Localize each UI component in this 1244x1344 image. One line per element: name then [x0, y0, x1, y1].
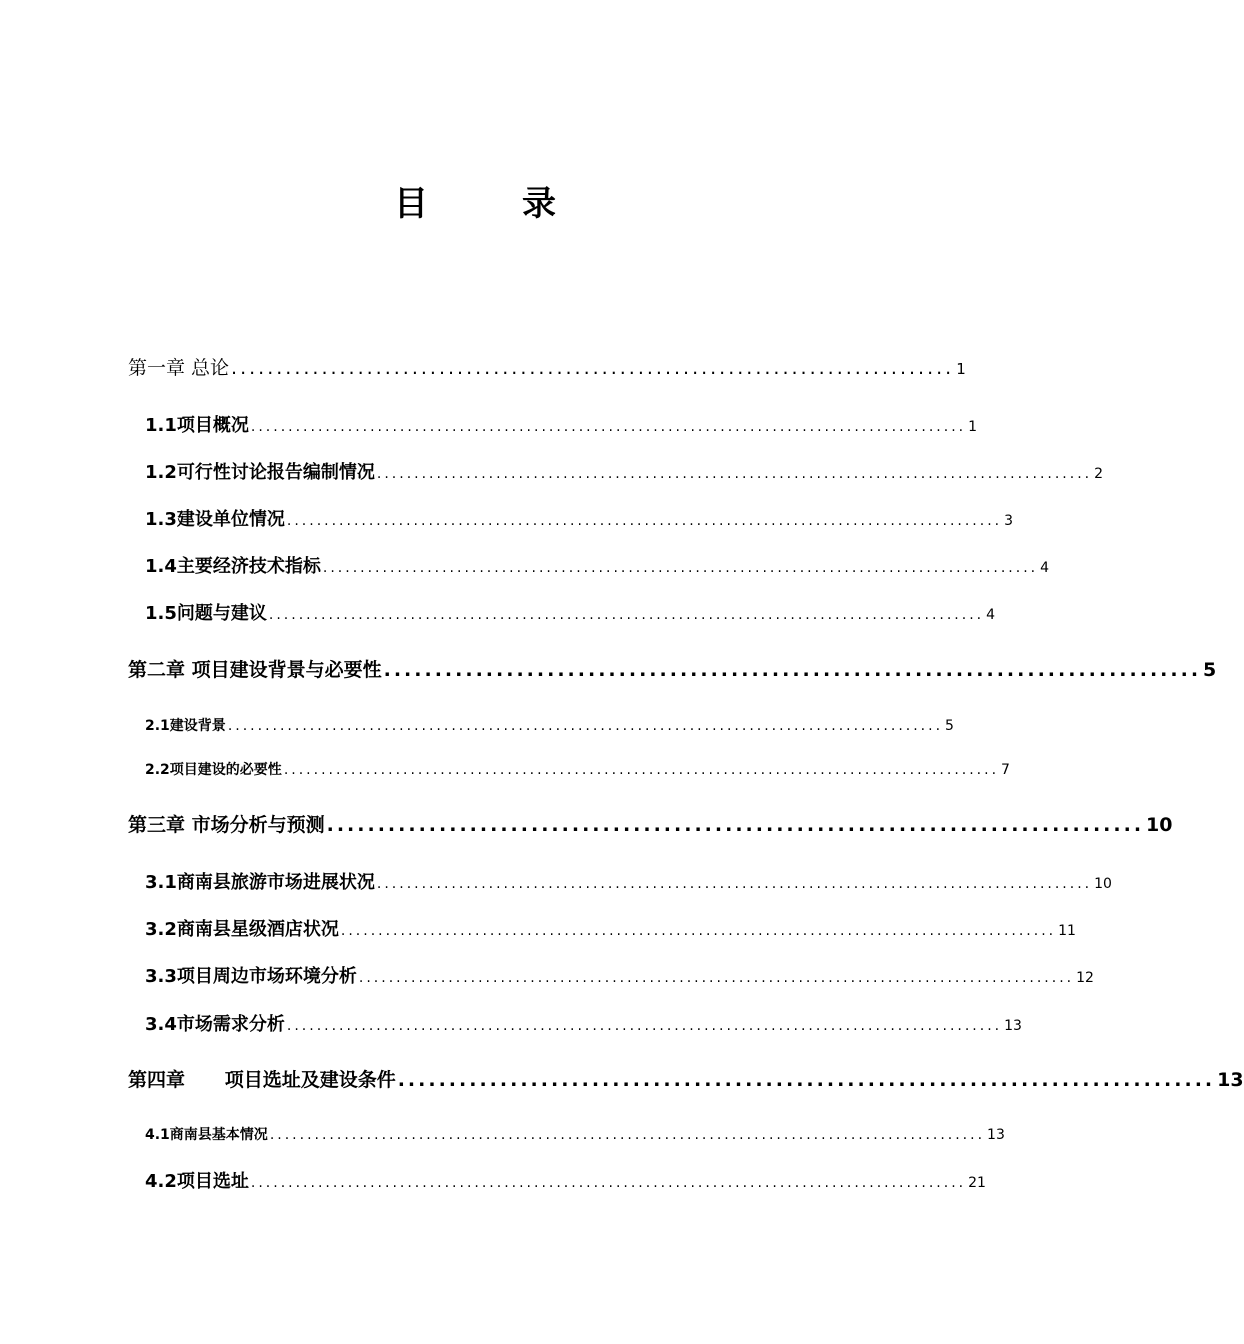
toc-entry-3-2[interactable] [145, 915, 1076, 941]
toc-page-number: 12 [1076, 970, 1094, 986]
toc-entry-1-3[interactable] [145, 505, 1014, 531]
toc-entry-3-3[interactable] [145, 962, 1094, 988]
toc-page-number: 5 [1203, 659, 1217, 681]
toc-label: 3.1商南县旅游市场进展状况 [145, 872, 375, 893]
toc-label: 第三章 市场分析与预测 [128, 814, 325, 836]
toc-leader-dots: ................................................................................................ [269, 1127, 986, 1143]
toc-label: 4.1商南县基本情况 [145, 1127, 268, 1143]
toc-leader-dots: ................................................................................................ [376, 876, 1093, 892]
toc-entry-1-4[interactable] [145, 552, 1050, 578]
toc-entry-chapter-3[interactable] [128, 810, 1173, 837]
toc-page-number: 21 [968, 1175, 986, 1191]
toc-leader-dots: ................................................................................................ [227, 718, 944, 734]
toc-leader-dots: ................................................................................................ [340, 923, 1057, 939]
toc-label: 1.4主要经济技术指标 [145, 556, 321, 577]
toc-page-number: 4 [1040, 560, 1050, 576]
toc-label: 第一章 总论 [128, 357, 230, 379]
toc-label: 3.4市场需求分析 [145, 1014, 285, 1035]
toc-leader-dots: ................................................................................................ [286, 1018, 1003, 1034]
toc-entry-2-1[interactable] [145, 715, 954, 735]
toc-page-number: 11 [1058, 923, 1076, 939]
toc-label: 3.2商南县星级酒店状况 [145, 919, 339, 940]
toc-page-number: 10 [1094, 876, 1112, 892]
toc-label: 2.1建设背景 [145, 718, 226, 734]
toc-leader-dots: ................................................................................................ [283, 762, 1000, 778]
toc-leader-dots: ................................................................................ [397, 1069, 1216, 1091]
toc-entry-1-2[interactable] [145, 458, 1104, 484]
toc-leader-dots: ................................................................................ [231, 357, 955, 379]
toc-page-number: 13 [987, 1127, 1005, 1143]
toc-page-number: 1 [968, 419, 978, 435]
toc-entry-1-5[interactable] [145, 599, 996, 625]
toc-page-number: 4 [986, 607, 996, 623]
toc-label: 1.1项目概况 [145, 415, 249, 436]
toc-page-number: 5 [945, 718, 954, 734]
toc-label: 1.2可行性讨论报告编制情况 [145, 462, 375, 483]
toc-leader-dots: ................................................................................................ [376, 466, 1093, 482]
toc-leader-dots: ................................................................................................ [268, 607, 985, 623]
toc-label: 1.3建设单位情况 [145, 509, 285, 530]
toc-entry-chapter-4[interactable] [128, 1065, 1244, 1092]
toc-page-number: 2 [1094, 466, 1104, 482]
toc-entry-1-1[interactable] [145, 411, 978, 437]
toc-leader-dots: ................................................................................ [383, 659, 1202, 681]
toc-entry-3-1[interactable] [145, 868, 1112, 894]
toc-label: 2.2项目建设的必要性 [145, 762, 282, 778]
toc-leader-dots: ................................................................................................ [322, 560, 1039, 576]
toc-page-number: 1 [956, 360, 966, 378]
toc-entry-4-1[interactable] [145, 1124, 1005, 1144]
toc-leader-dots: ................................................................................................ [358, 970, 1075, 986]
toc-entry-chapter-2[interactable] [128, 655, 1217, 682]
page-title: 目 录 [394, 184, 586, 224]
toc-leader-dots: ................................................................................ [326, 814, 1145, 836]
toc-leader-dots: ................................................................................................ [286, 513, 1003, 529]
toc-leader-dots: ................................................................................................ [250, 1175, 967, 1191]
toc-page-number: 7 [1001, 762, 1010, 778]
toc-label: 4.2项目选址 [145, 1171, 249, 1192]
toc-page-number: 13 [1217, 1069, 1244, 1091]
toc-entry-4-2[interactable] [145, 1167, 986, 1193]
toc-label: 第四章 项目选址及建设条件 [128, 1069, 396, 1091]
toc-label: 1.5问题与建议 [145, 603, 267, 624]
toc-entry-3-4[interactable] [145, 1010, 1022, 1036]
toc-entry-chapter-1[interactable] [128, 353, 966, 380]
toc-label: 第二章 项目建设背景与必要性 [128, 659, 382, 681]
toc-page-number: 10 [1146, 814, 1173, 836]
toc-page-number: 13 [1004, 1018, 1022, 1034]
toc-label: 3.3项目周边市场环境分析 [145, 966, 357, 987]
toc-entry-2-2[interactable] [145, 759, 1010, 779]
toc-leader-dots: ................................................................................................ [250, 419, 967, 435]
toc-page-number: 3 [1004, 513, 1014, 529]
